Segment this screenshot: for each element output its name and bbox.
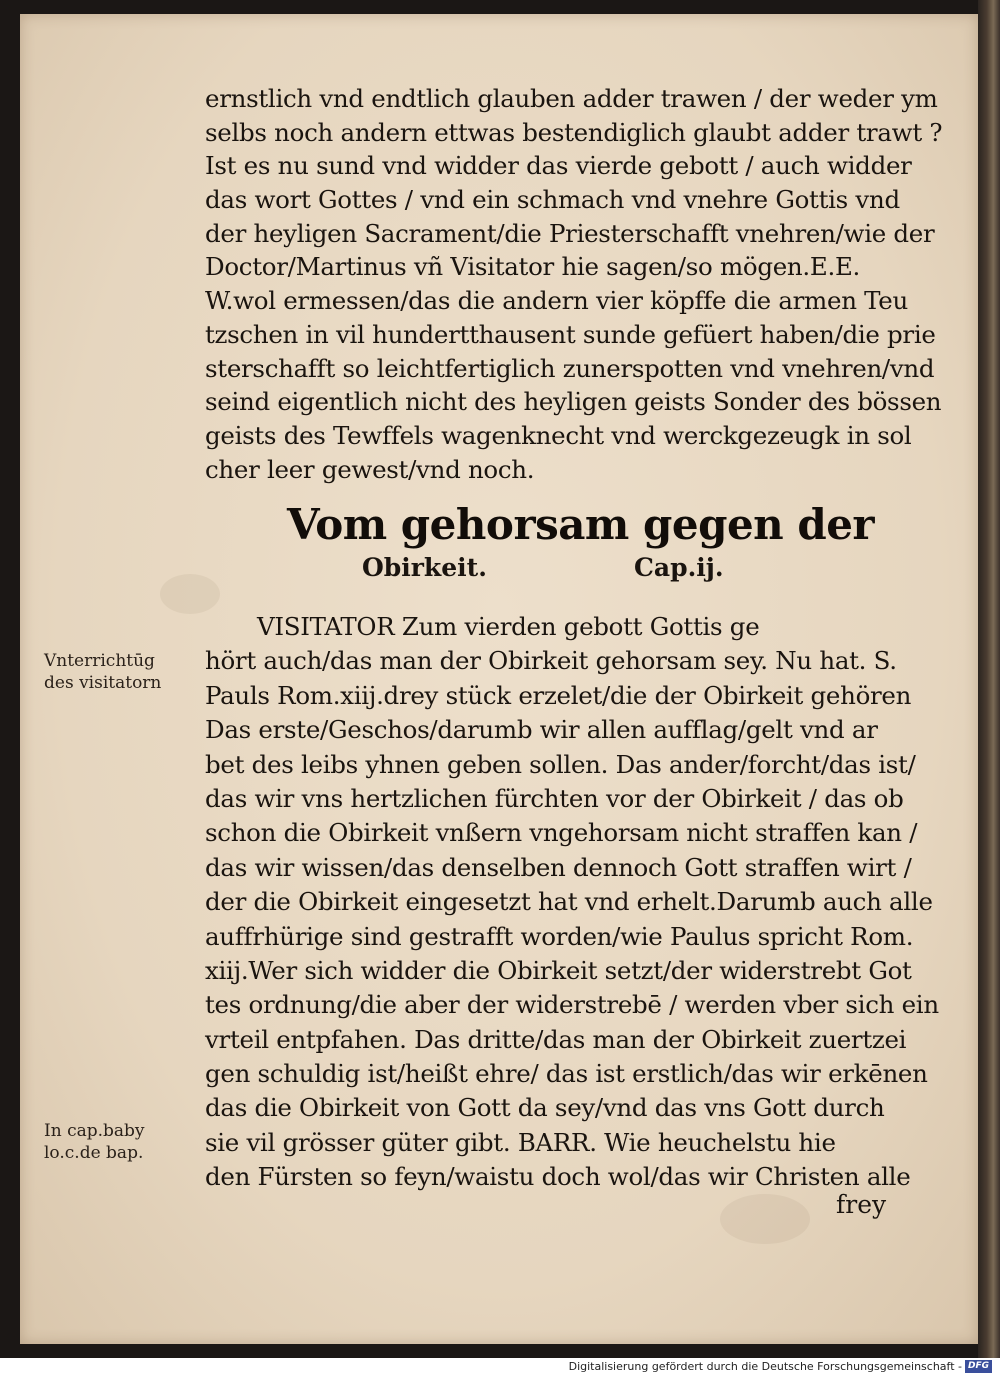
chapter-heading-continued: Obirkeit. (362, 553, 487, 582)
text-line: ernstlich vnd endtlich glauben adder trawen / der weder ym (205, 84, 938, 113)
text-line: vrteil entpfahen. Das dritte/das man der Obirkeit zuertzei (205, 1024, 907, 1054)
digitization-footer (569, 1360, 992, 1373)
chapter-heading: Vom gehorsam gegen der (287, 500, 875, 549)
text-line: Doctor/Martinus vñ Visitator hie sagen/so mögen.E.E. (205, 252, 861, 282)
footer-text: Digitalisierung gefördert durch die Deutsche Forschungsgemeinschaft - (568, 1360, 962, 1373)
text-line: W.wol ermessen/das die andern vier köpffe die armen Teu (205, 286, 908, 316)
text-line: sie vil grösser güter gibt. BARR. Wie heuchelstu hie (205, 1127, 836, 1157)
margin-note-line: Vnterrichtūg (44, 651, 155, 671)
text-line: schon die Obirkeit vnßern vngehorsam nicht straffen kan / (205, 818, 918, 848)
text-line: hört auch/das man der Obirkeit gehorsam sey. Nu hat. S. (205, 646, 897, 676)
text-line: der heyligen Sacrament/die Priesterschafft vnehren/wie der (205, 218, 935, 248)
text-line: bet des leibs yhnen geben sollen. Das ander/forcht/das ist/ (205, 749, 916, 779)
paragraph-continued (205, 82, 943, 486)
text-line: auffrhürige sind gestrafft worden/wie Paulus spricht Rom. (205, 921, 914, 951)
margin-note-line: In cap.baby (44, 1121, 145, 1141)
text-line: sterschafft so leichtfertiglich zunerspotten vnd vnehren/vnd (205, 353, 935, 383)
paragraph-chapter (205, 610, 939, 1195)
margin-note-line: des visitatorn (44, 673, 162, 693)
margin-note-line: lo.c.de bap. (44, 1143, 144, 1163)
text-line: den Fürsten so feyn/waistu doch wol/das wir Christen alle (205, 1162, 911, 1192)
margin-note (44, 650, 161, 694)
book-edge (978, 0, 1000, 1358)
chapter-number: Cap.ij. (634, 553, 724, 582)
text-line: Ist es nu sund vnd widder das vierde gebott / auch widder (205, 151, 912, 181)
text-line: das wort Gottes / vnd ein schmach vnd vnehre Gottis vnd (205, 185, 900, 215)
catchword: frey (836, 1190, 887, 1219)
text-line: geists des Tewffels wagenknecht vnd werckgezeugk in sol (205, 420, 912, 450)
text-line: selbs noch andern ettwas bestendiglich glaubt adder trawt ? (205, 117, 943, 147)
text-line: VISITATOR Zum vierden gebott Gottis ge (257, 612, 760, 641)
text-line: tzschen in vil hundertthausent sunde gefüert haben/die prie (205, 319, 936, 349)
text-line: seind eigentlich nicht des heyligen geists Sonder des bössen (205, 387, 942, 417)
text-line: Das erste/Geschos/darumb wir allen aufflag/gelt vnd ar (205, 715, 878, 745)
text-line: cher leer gewest/vnd noch. (205, 454, 535, 484)
text-line: tes ordnung/die aber der widerstrebē / werden vber sich ein (205, 990, 939, 1020)
text-line: das wir vns hertzlichen fürchten vor der Obirkeit / das ob (205, 783, 904, 813)
text-line: gen schuldig ist/heißt ehre/ das ist erstlich/das wir erkēnen (205, 1059, 928, 1089)
text-line: das wir wissen/das denselben dennoch Gott straffen wirt / (205, 852, 912, 882)
margin-note (44, 1120, 145, 1164)
text-line: Pauls Rom.xiij.drey stück erzelet/die der Obirkeit gehören (205, 680, 912, 710)
text-line: der die Obirkeit eingesetzt hat vnd erhelt.Darumb auch alle (205, 887, 933, 917)
dfg-logo: DFG (965, 1360, 992, 1373)
text-line: das die Obirkeit von Gott da sey/vnd das vns Gott durch (205, 1093, 885, 1123)
text-line: xiij.Wer sich widder die Obirkeit setzt/der widerstrebt Got (205, 955, 912, 985)
paper-stain (160, 574, 220, 614)
paper-stain (720, 1194, 810, 1244)
